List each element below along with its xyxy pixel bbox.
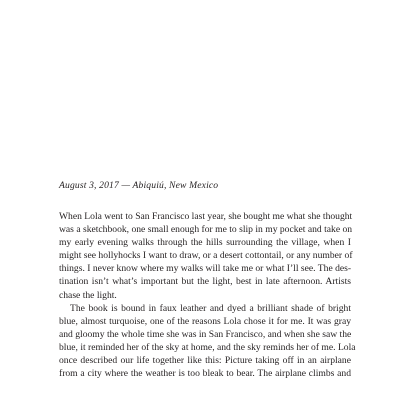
text-line: things. I never know where my walks will take me or what I’ll see. The des-	[59, 263, 352, 275]
text-line: chase the light.	[59, 289, 117, 301]
text-line: was a sketchbook, one small enough for me to slip in my pocket and take on	[59, 224, 353, 236]
text-line: blue, it reminded her of the sky at home, and the sky reminds her of me. Lola	[59, 341, 356, 353]
text-line: from a city where the weather is too bleak to bear. The airplane climbs and	[59, 368, 351, 380]
text-line: The book is bound in faux leather and dyed a brilliant shade of bright	[70, 302, 351, 314]
chapter-dateline: August 3, 2017 — Abiquiú, New Mexico	[59, 180, 219, 191]
text-line: my early evening walks through the hills surrounding the village, when I	[59, 237, 351, 249]
text-line: might see hollyhocks I want to draw, or a desert cottontail, or any number of	[59, 250, 353, 262]
body-text	[59, 210, 356, 380]
text-line: and gloomy the whole time she was in San Francisco, and when she saw the	[59, 328, 352, 340]
text-line: blue, almost turquoise, one of the reasons Lola chose it for me. It was gray	[59, 315, 351, 327]
text-line: When Lola went to San Francisco last year, she bought me what she thought	[59, 211, 353, 222]
text-line: tination isn’t what’s important but the light, best in late afternoon. Artists	[59, 276, 351, 288]
text-line: once described our life together like this: Picture taking off in an airplane	[59, 355, 351, 367]
